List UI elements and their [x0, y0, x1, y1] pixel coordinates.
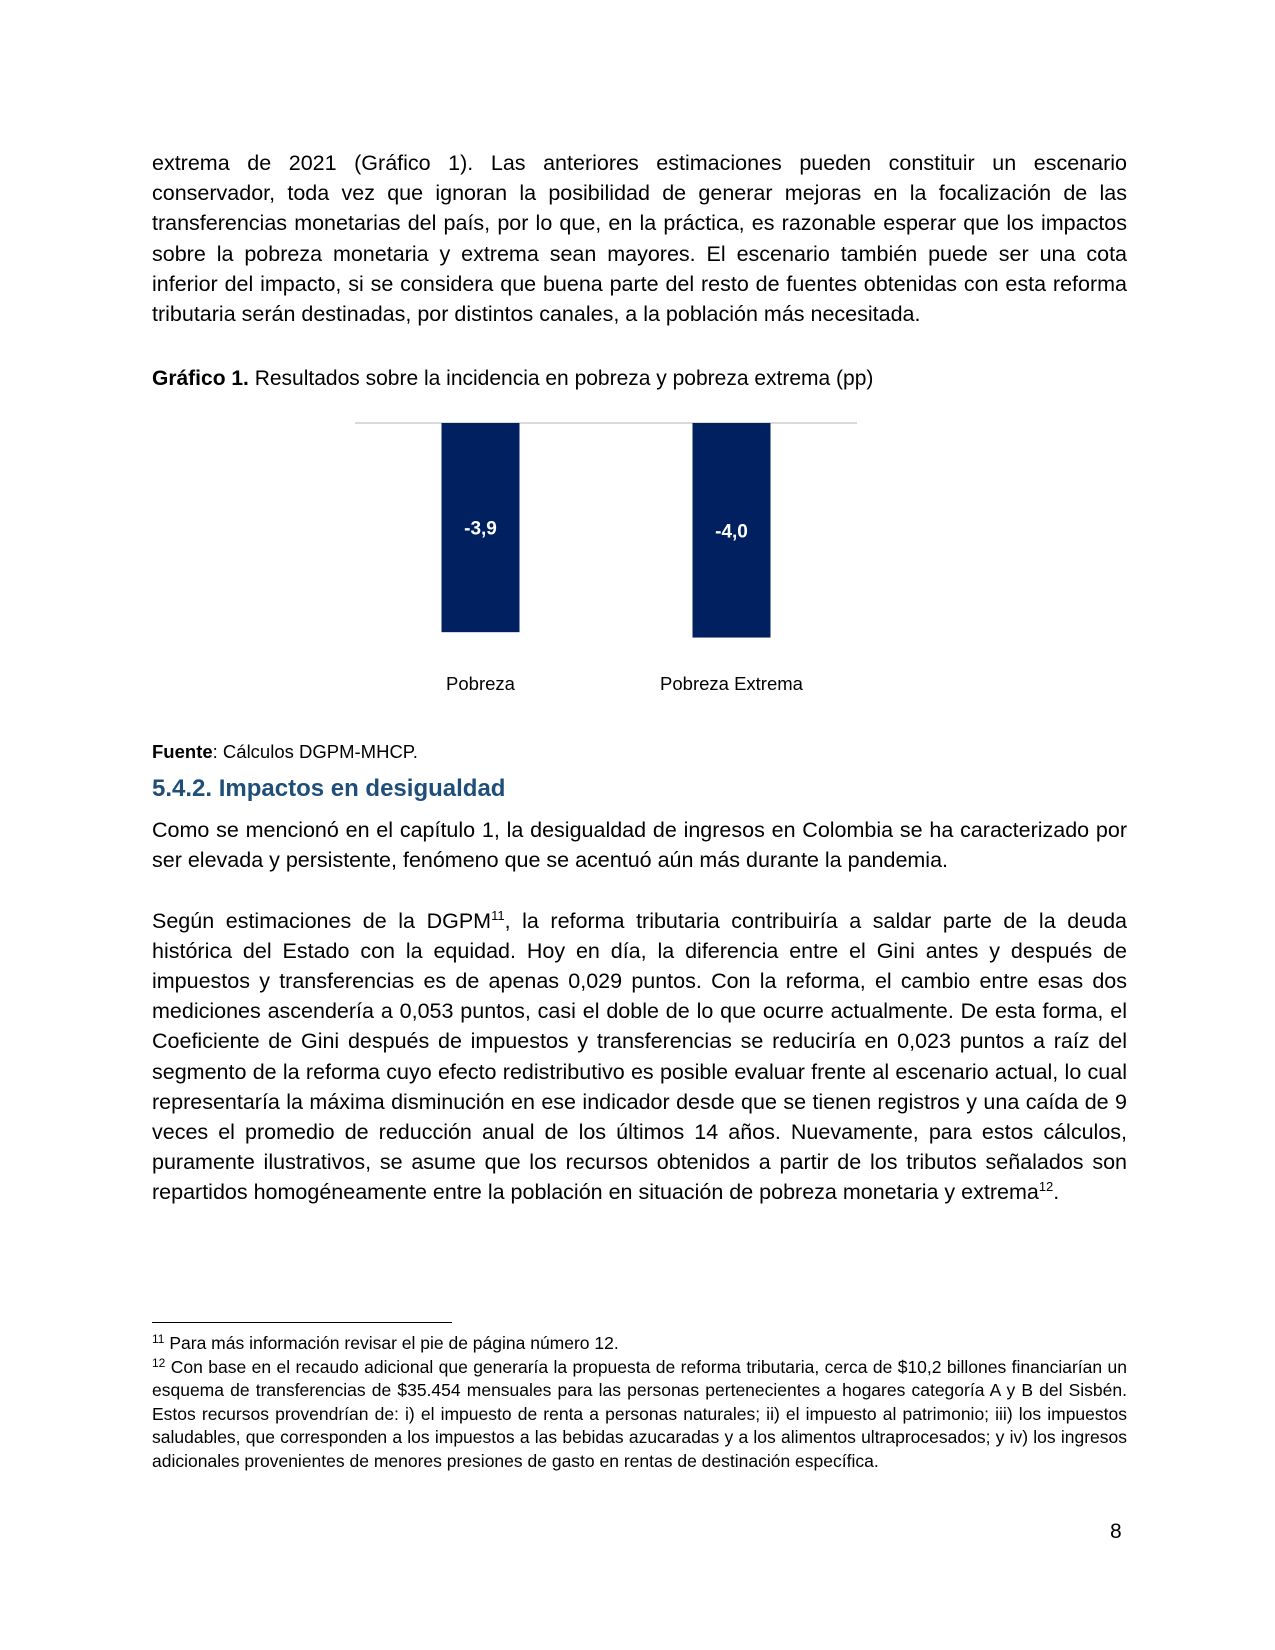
figure-source	[152, 741, 1127, 763]
data-label: -3,9	[464, 518, 497, 540]
footnote-number: 11	[152, 1332, 165, 1346]
page-content	[152, 148, 1127, 1208]
footnote-11	[152, 1332, 1127, 1356]
category-label: Pobreza Extrema	[660, 673, 803, 695]
footnote-separator	[152, 1322, 452, 1323]
paragraph-gini-estimates	[152, 906, 1127, 1208]
chart-container	[152, 411, 1127, 741]
source-text: : Cálculos DGPM-MHCP.	[212, 741, 418, 763]
paragraph-2-text-a: Según estimaciones de la DGPM	[152, 908, 492, 933]
footnote-number: 12	[152, 1355, 166, 1370]
paragraph-inequality-intro: Como se mencionó en el capítulo 1, la desigualdad de ingresos en Colombia se ha caracterizado por ser elevada y persistente, fenómeno que se acentuó aún más durante la pandemia.	[152, 818, 1127, 873]
bar-chart	[152, 411, 1127, 741]
figure-label: Gráfico 1.	[152, 367, 249, 391]
footnotes	[152, 1332, 1127, 1474]
footnote-text: Para más información revisar el pie de página número 12.	[164, 1333, 619, 1353]
figure-caption-text: Resultados sobre la incidencia en pobreza y pobreza extrema (pp)	[248, 367, 874, 391]
footnote-text: Con base en el recaudo adicional que generaría la propuesta de reforma tributaria, cerca de $10,2 billones financiarían un esquema de transferencias de $35.454 mensuales para las personas pertenecientes a hogares categoría A y B del Sisbén. Estos recursos provendrían de: i) el impuesto de renta a personas naturales; ii) el impuesto al patrimonio; iii) los impuestos saludables, que corresponden a los impuestos a las bebidas azucaradas y a los alimentos ultraprocesados; y iv) los ingresos adicionales provenientes de menores presiones de gasto en rentas de destinación específica.	[152, 1356, 1127, 1471]
data-label: -4,0	[715, 521, 748, 543]
paragraph-gap	[152, 876, 1127, 906]
footnote-ref-11[interactable]: 11	[491, 907, 505, 923]
section-heading: 5.4.2. Impactos en desigualdad	[152, 775, 506, 803]
footnote-ref-12[interactable]: 12	[1038, 1179, 1054, 1195]
source-label: Fuente	[152, 741, 213, 763]
paragraph-2-text-b: , la reforma tributaria contribuiría a saldar parte de la deuda histórica del Estado con la equidad. Hoy en día, la diferencia entre el Gini antes y después de impuestos y transferencias es de apenas 0,029 puntos. Con la reforma, el cambio entre esas dos mediciones ascendería a 0,053 puntos, casi el doble de lo que ocurre actualmente. De esta forma, el Coeficiente de Gini después de impuestos y transferencias se reduciría en 0,023 puntos a raíz del segmento de la reforma cuyo efecto redistributivo es posible evaluar frente al escenario actual, lo cual representaría la máxima disminución en ese indicador desde que se tienen registros y una caída de 9 veces el promedio de reducción anual de los últimos 14 años. Nuevamente, para estos cálculos, puramente ilustrativos, se asume que los recursos obtenidos a partir de los tributos señalados son repartidos homogéneamente entre la población en situación de pobreza monetaria y extrema	[152, 908, 1128, 1205]
paragraph-2-text-c: .	[1053, 1180, 1060, 1205]
intro-paragraph: extrema de 2021 (Gráfico 1). Las anteriores estimaciones pueden constituir un escenario conservador, toda vez que ignoran la posibilidad de generar mejoras en la focalización de las transferencias monetarias del país, por lo que, en la práctica, es razonable esperar que los impactos sobre la pobreza monetaria y extrema sean mayores. El escenario también puede ser una cota inferior del impacto, si se considera que buena parte del resto de fuentes obtenidas con esta reforma tributaria serán destinadas, por distintos canales, a la población más necesitada.	[152, 151, 1127, 327]
footnote-12	[152, 1356, 1127, 1474]
page-number: 8	[1110, 1520, 1122, 1543]
figure-caption	[152, 367, 1127, 391]
category-label: Pobreza	[446, 673, 515, 695]
